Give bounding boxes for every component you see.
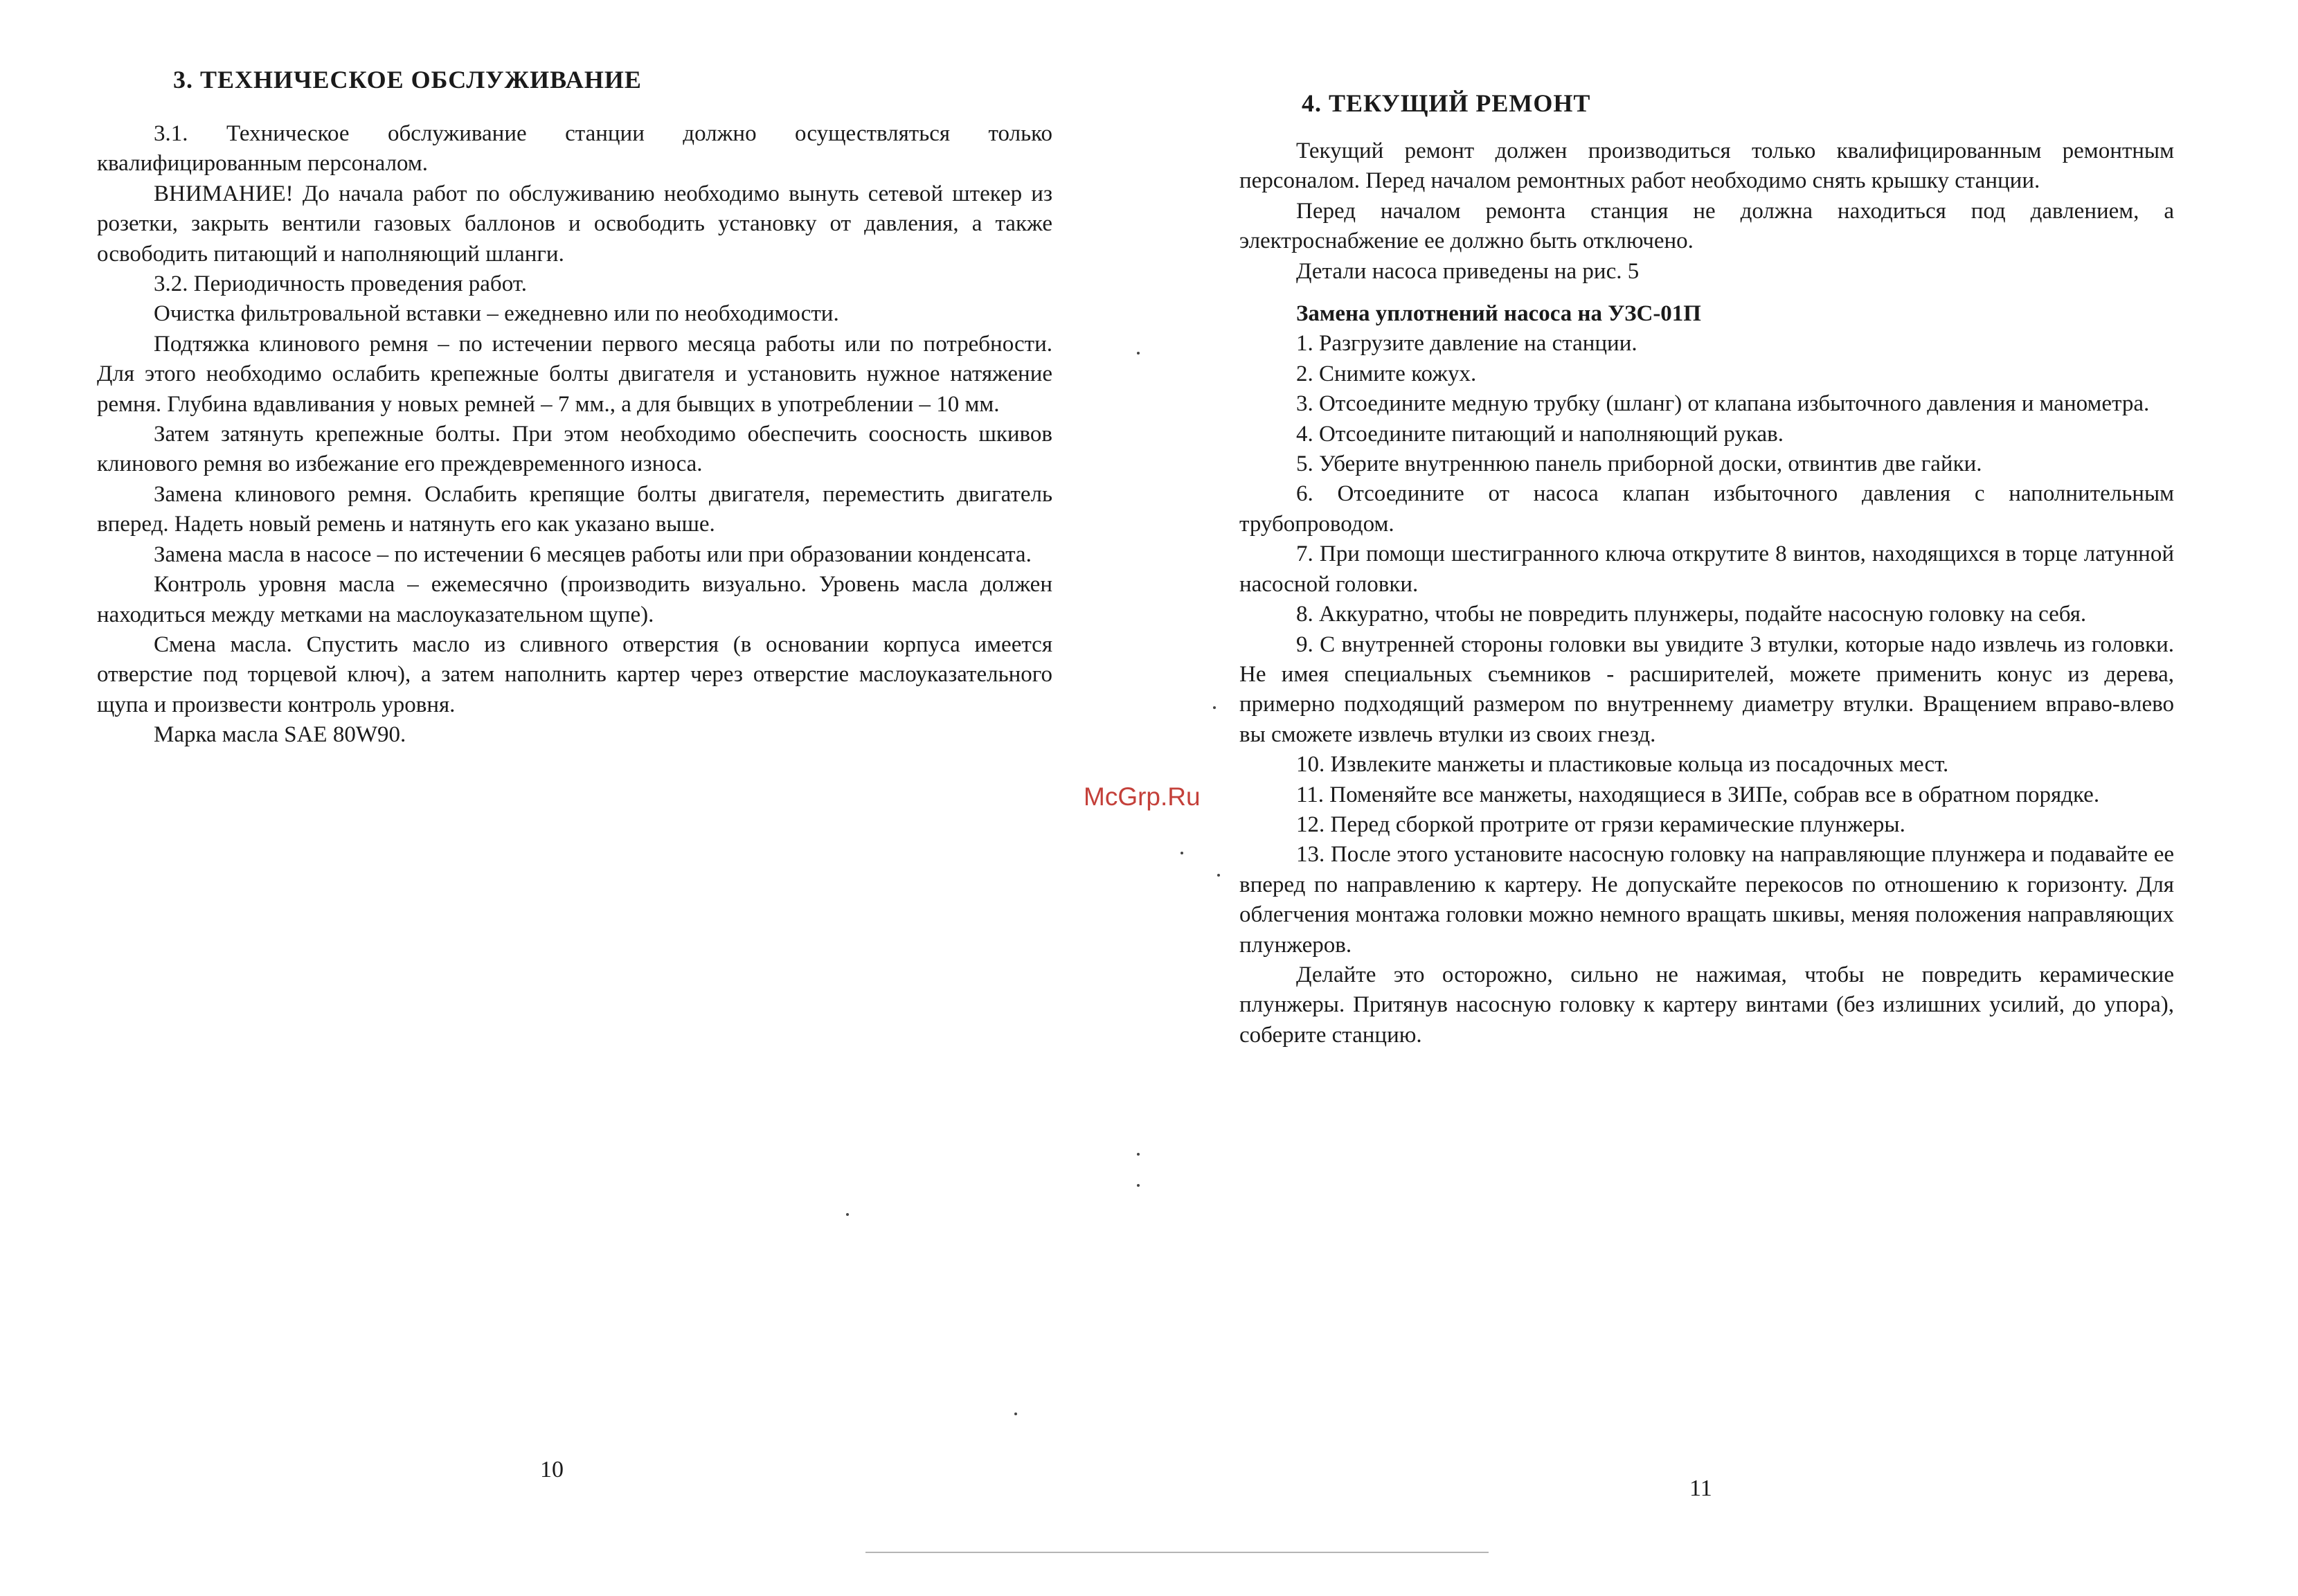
step-item: 6. Отсоедините от насоса клапан избыточного давления с наполнительным трубопроводом. (1239, 481, 2174, 537)
step-item: 5. Уберите внутреннюю панель приборной доски, отвинтив две гайки. (1296, 451, 1982, 477)
paragraph: 3.1. Техническое обслуживание станции должно осуществляться только квалифицированным персоналом. (97, 121, 1052, 177)
step-item: Делайте это осторожно, сильно не нажимая, чтобы не повредить керамические плунжеры. Притянув насосную головку к картеру винтами (без излишних усилий, до упора), соберите станцию. (1239, 962, 2174, 1048)
paragraph: Замена клинового ремня. Ослабить крепящие болты двигателя, переместить двигатель вперед. Надеть новый ремень и натянуть его как указано выше. (97, 481, 1052, 537)
step-item: 12. Перед сборкой протрите от грязи керамические плунжеры. (1296, 812, 1905, 837)
step-item: 13. После этого установите насосную головку на направляющие плунжера и подавайте ее вперед по направлению к картеру. Не допускайте перекосов по отношению к горизонту. Для облегчения монтажа головки можно немного вращать шкивы, меняя положения направляющих плунжеров. (1239, 842, 2174, 958)
section-title-repair: 4. ТЕКУЩИЙ РЕМОНТ (1302, 89, 1591, 117)
step-item: 2. Снимите кожух. (1296, 361, 1477, 386)
scan-speck (1217, 874, 1220, 877)
scan-speck (1014, 1413, 1017, 1415)
step-item: 8. Аккуратно, чтобы не повредить плунжеры, подайте насосную головку на себя. (1296, 602, 2087, 627)
subsection-heading: Замена уплотнений насоса на УЗС-01П (1296, 301, 1701, 327)
paragraph: Замена масла в насосе – по истечении 6 месяцев работы или при образовании конденсата. (154, 541, 1032, 567)
scan-speck (1181, 852, 1183, 854)
paragraph: Контроль уровня масла – ежемесячно (производить визуально. Уровень масла должен находиться между метками на маслоуказательном щупе). (97, 572, 1052, 627)
paragraph: Перед началом ремонта станция не должна находиться под давлением, а электроснабжение ее должно быть отключено. (1239, 198, 2174, 254)
paragraph: Смена масла. Спустить масло из сливного отверстия (в основании корпуса имеется отверстие под торцевой ключ), а затем наполнить картер через отверстие маслоуказательного щупа и произвести контроль уровня. (97, 631, 1052, 717)
maintenance-text (97, 119, 1052, 751)
step-item: 11. Поменяйте все манжеты, находящиеся в ЗИПе, собрав все в обратном порядке. (1296, 782, 2100, 807)
paragraph: Текущий ремонт должен производиться только квалифицированным ремонтным персоналом. Перед началом ремонтных работ необходимо снять крышку станции. (1239, 138, 2174, 194)
step-item: 10. Извлеките манжеты и пластиковые кольца из посадочных мест. (1296, 752, 1949, 778)
section-title-maintenance: 3. ТЕХНИЧЕСКОЕ ОБСЛУЖИВАНИЕ (173, 66, 642, 93)
page-number: 11 (1689, 1476, 1712, 1501)
step-item: 7. При помощи шестигранного ключа открутите 8 винтов, находящихся в торце латунной насосной головки. (1239, 541, 2174, 597)
step-item: 9. С внутренней стороны головки вы увидите 3 втулки, которые надо извлечь из головки. Не имея специальных съемников - расширителей, можете применить конус из дерева, примерно подходящий размером по внутреннему диаметру втулки. Вращением вправо-влево вы сможете извлечь втулки из своих гнезд. (1239, 631, 2174, 747)
scan-artifact-line (865, 1552, 1489, 1553)
paragraph: 3.2. Периодичность проведения работ. (154, 271, 527, 297)
repair-text (1239, 136, 2174, 1050)
paragraph: Детали насоса приведены на рис. 5 (1296, 258, 1640, 284)
paragraph: Затем затянуть крепежные болты. При этом необходимо обеспечить соосность шкивов клинового ремня во избежание его преждевременного износа. (97, 422, 1052, 477)
step-item: 4. Отсоедините питающий и наполняющий рукав. (1296, 421, 1784, 447)
scan-speck (1137, 1184, 1140, 1187)
step-item: 1. Разгрузите давление на станции. (1296, 331, 1637, 357)
page-number: 10 (540, 1457, 564, 1482)
paragraph: Очистка фильтровальной вставки – ежедневно или по необходимости. (154, 301, 839, 327)
scan-speck (1137, 352, 1140, 355)
paragraph: Подтяжка клинового ремня – по истечении первого месяца работы или по потребности. Для этого необходимо ослабить крепежные болты двигателя и установить нужное натяжение ремня. Глубина вдавливания у новых ремней – 7 мм., а для бывщих в употреблении – 10 мм. (97, 331, 1052, 417)
scan-speck (1213, 706, 1216, 709)
watermark-logo: McGrp.Ru (1084, 782, 1201, 811)
scan-speck (1137, 1153, 1140, 1156)
paragraph: Марка масла SAE 80W90. (154, 722, 406, 748)
step-item: 3. Отсоедините медную трубку (шланг) от клапана избыточного давления и манометра. (1296, 391, 2150, 417)
paragraph: ВНИМАНИЕ! До начала работ по обслуживанию необходимо вынуть сетевой штекер из розетки, закрыть вентили газовых баллонов и освободить установку от давления, а также освободить питающий и наполняющий шланги. (97, 181, 1052, 267)
scan-speck (846, 1213, 849, 1216)
